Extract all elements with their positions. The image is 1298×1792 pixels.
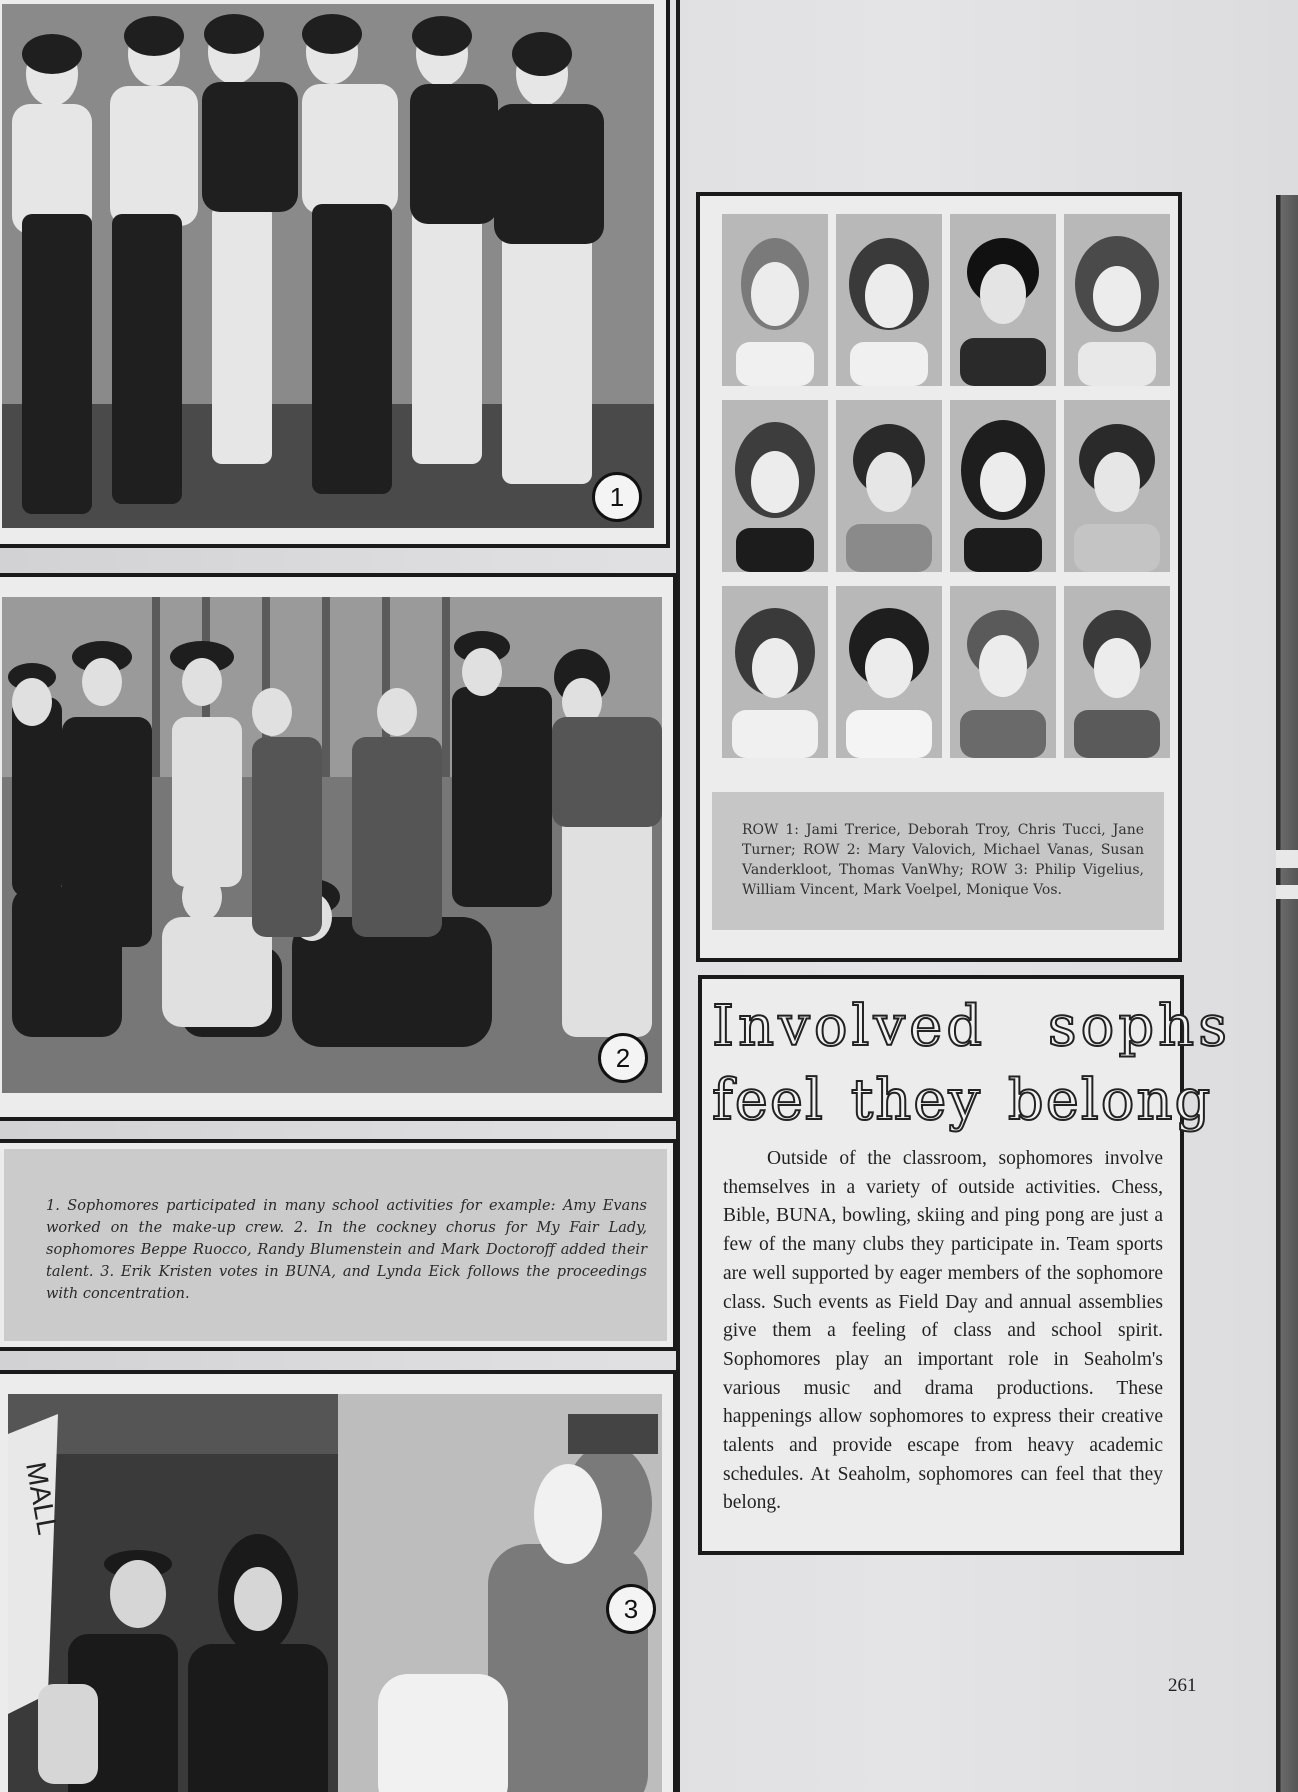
photo-3-sign-text: MALL [20,1459,64,1538]
article-body: Outside of the classroom, sophomores involve themselves in a variety of outside activities. Chess, Bible, BUNA, bowling, skiing and ping pong are just a few of the many clubs they participate in. Team sports are well supported by eager members of the sophomore class. Such events as Field Day and annual assemblies give them a feeling of class and school spirit. Sophomores play an important role in Seaholm's various music and drama productions. These happenings allow sophomores to express their creative talents and provide escape from heavy academic schedules. At Seaholm, sophomores can feel that they belong. [723,1148,1163,1514]
photo-3-number-badge: 3 [606,1584,656,1634]
portrait-row2-2 [836,400,942,572]
photo-1-frame [0,0,670,548]
photo-2-cockney-chorus [2,597,662,1093]
page-number: 261 [1168,1675,1197,1696]
headline-line-2: feel they belong [712,1068,1213,1133]
article-headline [712,990,1231,1138]
portrait-row2-4 [1064,400,1170,572]
photo-2-frame [0,573,677,1121]
portrait-row1-3 [950,214,1056,386]
photo-caption-box [0,1139,677,1351]
photo-1-group-of-girls [2,4,654,528]
photo-2-number-badge: 2 [598,1033,648,1083]
photo-1-number-badge: 1 [592,472,642,522]
portrait-roster-caption: ROW 1: Jami Trerice, Deborah Troy, Chris Tucci, Jane Turner; ROW 2: Mary Valovich, Michael Vanas, Susan Vanderkloot, Thomas VanWhy; ROW 3: Philip Vigelius, William Vincent, Mark Voelpel, Monique Vos. [712,792,1164,930]
portrait-row3-4 [1064,586,1170,758]
portrait-row3-3 [950,586,1056,758]
portrait-row3-2 [836,586,942,758]
portrait-row1-4 [1064,214,1170,386]
portrait-row1-1 [722,214,828,386]
adjacent-page-edge [1276,195,1298,1792]
portrait-row1-2 [836,214,942,386]
portrait-row2-1 [722,400,828,572]
portrait-grid [722,214,1168,758]
portrait-row2-3 [950,400,1056,572]
headline-line-1: Involved sophs [712,994,1231,1059]
photo-3-buna-session [8,1394,662,1792]
photo-caption-text: 1. Sophomores participated in many school activities for example: Amy Evans worked on the make-up crew. 2. In the cockney chorus for My Fair Lady, sophomores Beppe Ruocco, Randy Blumenstein and Mark Doctoroff added their talent. 3. Erik Kristen votes in BUNA, and Lynda Eick follows the proceedings with concentration. [4,1149,667,1341]
photo-3-frame [0,1370,677,1792]
portrait-row3-1 [722,586,828,758]
